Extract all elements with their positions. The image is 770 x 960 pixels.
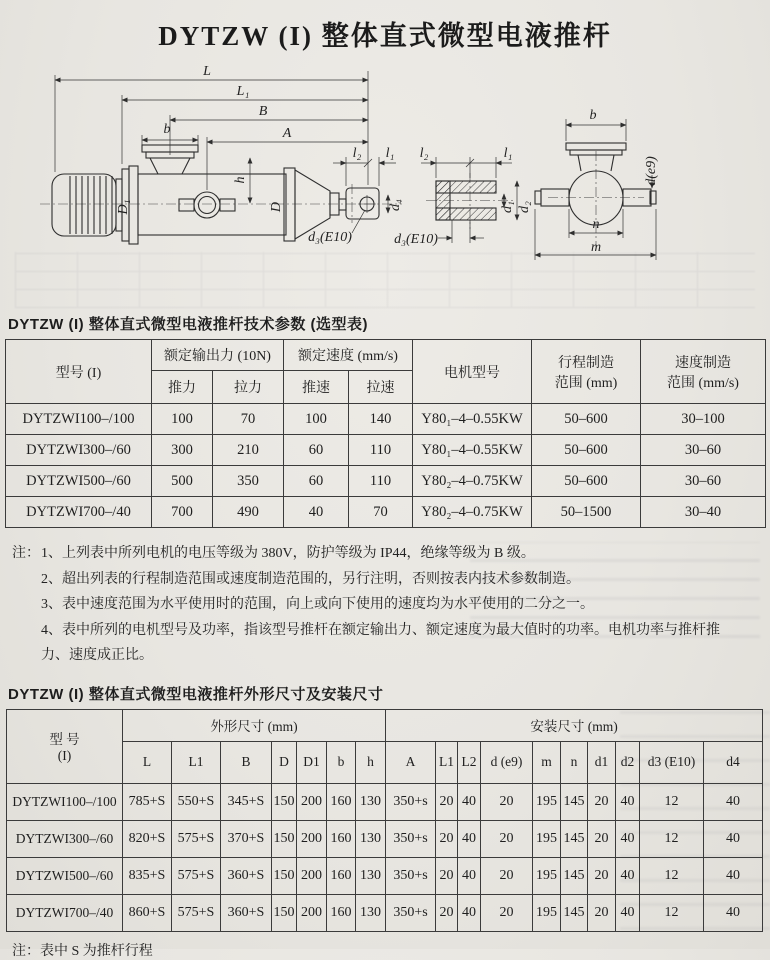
cell: 360+S	[221, 894, 272, 931]
cell-motor: Y80₁–4–0.55KW	[413, 404, 532, 435]
cell: 110	[349, 435, 413, 466]
cell-model: DYTZWI500–/60	[6, 466, 152, 497]
dim-label-L1: L₁	[236, 84, 250, 99]
col-header: D1	[297, 741, 327, 783]
cell: 160	[327, 783, 356, 820]
cell-model: DYTZWI300–/60	[7, 820, 123, 857]
col-header-pull-force: 拉力	[213, 371, 284, 404]
cell: 20	[436, 783, 458, 820]
cell: 40	[704, 783, 763, 820]
header-line: 范围 (mm)	[554, 375, 618, 391]
cell: 110	[349, 466, 413, 497]
cell: 20	[588, 857, 616, 894]
cell-motor: Y80₂–4–0.75KW	[413, 466, 532, 497]
col-header-speed-range	[641, 340, 766, 404]
col-header: d4	[704, 741, 763, 783]
spec-table	[5, 339, 766, 528]
cell: 20	[436, 857, 458, 894]
table-row	[6, 466, 766, 497]
cell: 350	[213, 466, 284, 497]
detail-label-d3: d₃(E10)	[394, 232, 438, 247]
cell: 210	[213, 435, 284, 466]
cell: 160	[327, 894, 356, 931]
col-group-install-dims: 安装尺寸 (mm)	[386, 709, 763, 741]
note-item: 2、超出列表的行程制造范围或速度制造范围的，另行注明，否则按表内技术参数制造。	[41, 571, 580, 587]
cell: 160	[327, 820, 356, 857]
cell-model: DYTZWI100–/100	[7, 783, 123, 820]
cell: 60	[284, 466, 349, 497]
end-label-de9: d(e9)	[644, 156, 659, 186]
cell-model: DYTZWI700–/40	[7, 894, 123, 931]
cell: 12	[640, 894, 704, 931]
cell: 40	[458, 783, 481, 820]
cell: 145	[561, 857, 588, 894]
dim-label-b: b	[163, 122, 171, 137]
cell: 300	[152, 435, 213, 466]
cell: 200	[297, 894, 327, 931]
cell: 40	[616, 894, 640, 931]
detail-label-l1: l₁	[503, 146, 513, 161]
cell: 145	[561, 894, 588, 931]
col-header: L1	[436, 741, 458, 783]
col-header: m	[533, 741, 561, 783]
cell: 40	[616, 820, 640, 857]
header-line: (I)	[57, 748, 72, 763]
cell: 20	[588, 783, 616, 820]
cell: 12	[640, 820, 704, 857]
cell: 195	[533, 783, 561, 820]
end-label-m: m	[590, 240, 602, 255]
col-header: D	[272, 741, 297, 783]
note-item: 1、上列表中所列电机的电压等级为 380V，防护等级为 IP44，绝缘等级为 B 级。	[41, 546, 535, 561]
cell: 200	[297, 783, 327, 820]
dimension-table	[6, 709, 763, 932]
cell: 30–60	[641, 466, 766, 497]
cell-motor: Y80₂–4–0.75KW	[413, 497, 532, 528]
cell: 50–600	[532, 435, 641, 466]
cell: 150	[272, 820, 297, 857]
cell: 50–1500	[532, 497, 641, 528]
cell: 130	[356, 894, 386, 931]
cell: 70	[349, 497, 413, 528]
col-header: n	[561, 741, 588, 783]
col-header: d1	[588, 741, 616, 783]
cell-model: DYTZWI100–/100	[6, 404, 152, 435]
cell: 150	[272, 894, 297, 931]
col-header-model	[7, 709, 123, 783]
cell: 40	[704, 894, 763, 931]
cell: 140	[349, 404, 413, 435]
col-header: b	[327, 741, 356, 783]
cell: 40	[616, 857, 640, 894]
col-header-pull-speed: 拉速	[349, 371, 413, 404]
table-row	[7, 709, 763, 741]
dimension-lines	[55, 71, 656, 260]
cell: 20	[481, 894, 533, 931]
cell: 20	[481, 820, 533, 857]
table-row	[6, 497, 766, 528]
cell: 150	[272, 783, 297, 820]
col-header: A	[386, 741, 436, 783]
cell: 150	[272, 857, 297, 894]
cell: 350+s	[386, 820, 436, 857]
cell: 50–600	[532, 466, 641, 497]
cell: 20	[588, 894, 616, 931]
header-line: 范围 (mm/s)	[667, 375, 739, 391]
end-label-n: n	[592, 217, 600, 232]
cell: 575+S	[172, 894, 221, 931]
cell: 20	[481, 857, 533, 894]
cell: 20	[588, 820, 616, 857]
cell: 835+S	[123, 857, 172, 894]
table-row	[6, 404, 766, 435]
cell: 20	[436, 894, 458, 931]
detail-label-l2: l₂	[419, 146, 429, 161]
header-line: 速度制造	[675, 355, 732, 371]
cell: 145	[561, 820, 588, 857]
cell: 195	[533, 894, 561, 931]
cell: 350+s	[386, 783, 436, 820]
trunnion-end-view	[535, 143, 656, 225]
detail-label-d2: d₂	[517, 201, 532, 213]
cell-model: DYTZWI300–/60	[6, 435, 152, 466]
cell: 500	[152, 466, 213, 497]
cell: 40	[458, 820, 481, 857]
page-title: DYTZW (I) 整体直式微型电液推杆	[158, 21, 612, 51]
cell-model: DYTZWI500–/60	[7, 857, 123, 894]
notes-prefix: 注：	[12, 546, 40, 561]
end-label-b: b	[589, 108, 597, 123]
cell: 575+S	[172, 857, 221, 894]
header-line: 行程制造	[558, 355, 615, 371]
col-header-push-force: 推力	[152, 371, 213, 404]
dimension-labels	[116, 64, 659, 255]
cell: 350+s	[386, 857, 436, 894]
col-header-rated-speed: 额定速度 (mm/s)	[284, 340, 413, 371]
col-header: L	[123, 741, 172, 783]
cell: 40	[616, 783, 640, 820]
col-header: h	[356, 741, 386, 783]
dim-label-B: B	[258, 104, 268, 119]
cell: 30–60	[641, 435, 766, 466]
cell: 12	[640, 783, 704, 820]
cell: 145	[561, 783, 588, 820]
col-group-outline-dims: 外形尺寸 (mm)	[123, 709, 386, 741]
cell: 100	[284, 404, 349, 435]
cell: 360+S	[221, 857, 272, 894]
cell: 550+S	[172, 783, 221, 820]
dim-label-d4: d₄	[388, 199, 403, 211]
table-row	[6, 340, 766, 371]
cell: 350+s	[386, 894, 436, 931]
cell-motor: Y80₁–4–0.55KW	[413, 435, 532, 466]
cell: 40	[458, 857, 481, 894]
col-header-stroke-range	[532, 340, 641, 404]
cell: 200	[297, 820, 327, 857]
table-row	[7, 857, 763, 894]
col-header: d2	[616, 741, 640, 783]
cell: 200	[297, 857, 327, 894]
table-row	[6, 435, 766, 466]
dim-label-h: h	[233, 176, 248, 184]
cell: 12	[640, 857, 704, 894]
cell: 860+S	[123, 894, 172, 931]
cell-model: DYTZWI700–/40	[6, 497, 152, 528]
cell: 575+S	[172, 820, 221, 857]
dim-label-D1: D₁	[116, 199, 131, 215]
cell: 195	[533, 857, 561, 894]
cell: 20	[481, 783, 533, 820]
cell: 195	[533, 820, 561, 857]
cell: 130	[356, 857, 386, 894]
cell: 370+S	[221, 820, 272, 857]
col-header: B	[221, 741, 272, 783]
cell: 820+S	[123, 820, 172, 857]
dim-label-d3: d₃(E10)	[308, 230, 352, 245]
cell: 700	[152, 497, 213, 528]
dim-label-L: L	[203, 64, 211, 79]
cell: 345+S	[221, 783, 272, 820]
cell: 100	[152, 404, 213, 435]
cell: 490	[213, 497, 284, 528]
cell: 40	[284, 497, 349, 528]
cell: 40	[458, 894, 481, 931]
dim-label-D: D	[269, 201, 284, 213]
dim-label-A: A	[282, 126, 292, 141]
cell: 60	[284, 435, 349, 466]
footnote: 注：表中 S 为推杆行程	[12, 943, 153, 959]
cell: 50–600	[532, 404, 641, 435]
cell: 160	[327, 857, 356, 894]
dim-section-heading: DYTZW (I) 整体直式微型电液推杆外形尺寸及安装尺寸	[8, 685, 384, 703]
col-header: d (e9)	[481, 741, 533, 783]
cell: 70	[213, 404, 284, 435]
cell: 130	[356, 820, 386, 857]
col-header-motor: 电机型号	[413, 340, 532, 404]
detail-label-d1: d₁	[500, 201, 515, 213]
technical-drawing	[0, 57, 770, 307]
spec-section-heading: DYTZW (I) 整体直式微型电液推杆技术参数 (选型表)	[8, 316, 368, 333]
notes	[12, 541, 770, 669]
col-header: L2	[458, 741, 481, 783]
note-item: 4、表中所列的电机型号及功率，指该型号推杆在额定输出力、额定速度为最大值时的功率。电机功率与推杆推力、速度成正比。	[41, 622, 720, 663]
col-header-push-speed: 推速	[284, 371, 349, 404]
cell: 30–40	[641, 497, 766, 528]
cell: 130	[356, 783, 386, 820]
cell: 40	[704, 857, 763, 894]
col-header: L1	[172, 741, 221, 783]
header-line: 型 号	[49, 732, 80, 747]
note-item: 3、表中速度范围为水平使用时的范围，向上或向下使用的速度均为水平使用的二分之一。	[41, 597, 594, 612]
dim-label-l1: l₁	[385, 146, 395, 161]
table-row	[7, 894, 763, 931]
cell: 40	[704, 820, 763, 857]
cell: 20	[436, 820, 458, 857]
dim-label-l2: l₂	[352, 146, 362, 161]
col-header-model: 型号 (I)	[6, 340, 152, 404]
table-row	[7, 820, 763, 857]
table-row	[7, 783, 763, 820]
cell: 30–100	[641, 404, 766, 435]
col-header: d3 (E10)	[640, 741, 704, 783]
cell: 785+S	[123, 783, 172, 820]
col-header-rated-output: 额定输出力 (10N)	[152, 340, 284, 371]
